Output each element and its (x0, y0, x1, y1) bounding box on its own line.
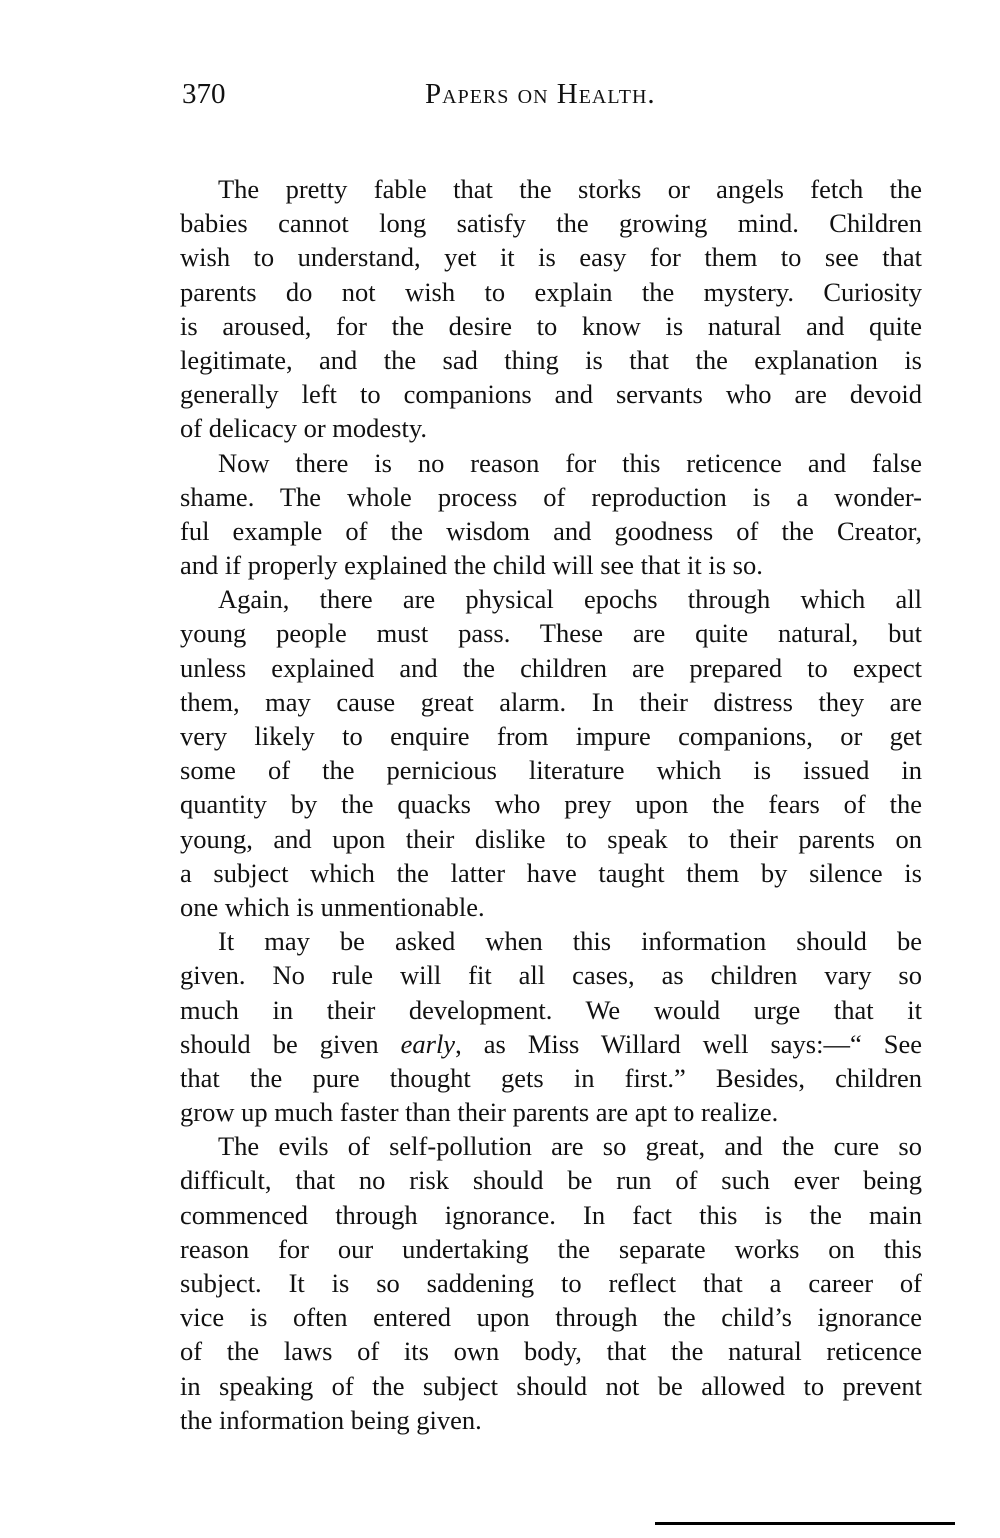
text-segment: wish to understand, yet it is easy for them to see that (180, 242, 922, 273)
text-segment: that the pure thought gets in first.” Besides, children (180, 1062, 922, 1093)
text-segment: very likely to enquire from impure companions, or get (180, 721, 922, 751)
text-line (180, 480, 922, 514)
text-segment: of delicacy or modesty. (180, 413, 428, 444)
text-line (180, 1163, 922, 1197)
text-segment: ful example of the wisdom and goodness of the Creator, (180, 515, 922, 546)
text-segment: the information being given. (180, 1404, 482, 1435)
text-line (180, 924, 922, 958)
text-line (180, 685, 922, 719)
text-segment: The pretty fable that the storks or angels fetch the (218, 174, 922, 204)
footer-rule (655, 1522, 955, 1525)
text-line (180, 890, 922, 924)
text-line (180, 787, 922, 821)
text-segment: , as Miss Willard well says:—“ See (455, 1028, 922, 1059)
text-line (180, 172, 922, 206)
text-line (180, 1369, 922, 1403)
text-line (180, 753, 922, 787)
text-segment: babies cannot long satisfy the growing mind. Children (180, 208, 922, 239)
text-line (180, 1061, 922, 1095)
text-line (180, 1198, 922, 1232)
text-line (180, 822, 922, 856)
text-segment: them, may cause great alarm. In their distress they are (180, 686, 922, 717)
text-segment: Now there is no reason for this reticence and false (218, 447, 922, 478)
text-line (180, 1232, 922, 1266)
text-segment: some of the pernicious literature which is issued in (180, 755, 922, 786)
text-line (180, 1300, 922, 1334)
text-segment: The evils of self-pollution are so great, and the cure so (218, 1131, 922, 1162)
text-line (180, 514, 922, 548)
text-line (180, 548, 922, 582)
text-segment: difficult, that no risk should be run of such ever being (180, 1165, 922, 1196)
text-line (180, 377, 922, 411)
text-segment: reason for our undertaking the separate works on this (180, 1233, 922, 1264)
text-line (180, 856, 922, 890)
text-segment: commenced through ignorance. In fact this is the main (180, 1199, 922, 1230)
running-title: Papers on Health. (425, 78, 656, 110)
text-line (180, 1334, 922, 1368)
text-segment: unless explained and the children are prepared to expect (180, 652, 922, 683)
text-segment: Again, there are physical epochs through which all (218, 584, 922, 615)
page-body (180, 172, 922, 1437)
text-segment: young people must pass. These are quite natural, but (180, 618, 922, 649)
text-line (180, 275, 922, 309)
text-line (180, 411, 922, 445)
text-line (180, 582, 922, 616)
text-segment: one which is unmentionable. (180, 891, 485, 922)
text-line (180, 1095, 922, 1129)
text-segment: subject. It is so saddening to reflect that a career of (180, 1268, 922, 1298)
text-segment: generally left to companions and servants who are devoid (180, 379, 922, 410)
text-line (180, 1027, 922, 1061)
text-line (180, 958, 922, 992)
text-segment: vice is often entered upon through the child’s ignorance (180, 1302, 922, 1333)
text-line (180, 993, 922, 1027)
text-segment: much in their development. We would urge that it (180, 994, 922, 1025)
text-segment: and if properly explained the child will see that it is so. (180, 550, 763, 581)
text-line (180, 651, 922, 685)
text-line (180, 206, 922, 240)
text-line (180, 1129, 922, 1163)
text-line (180, 616, 922, 650)
text-segment: should be given (180, 1028, 401, 1059)
text-line (180, 343, 922, 377)
text-segment: shame. The whole process of reproduction is a wonder- (180, 481, 922, 512)
text-segment: parents do not wish to explain the mystery. Curiosity (180, 276, 922, 307)
text-segment: in speaking of the subject should not be allowed to prevent (180, 1370, 922, 1401)
text-line (180, 446, 922, 480)
text-line (180, 1266, 922, 1300)
text-line (180, 240, 922, 274)
text-segment: given. No rule will fit all cases, as children vary so (180, 960, 922, 991)
text-line (180, 309, 922, 343)
text-segment: It may be asked when this information should be (218, 926, 922, 957)
text-segment: young, and upon their dislike to speak to their parents on (180, 823, 922, 854)
text-segment: quantity by the quacks who prey upon the fears of the (180, 789, 922, 820)
text-segment: of the laws of its own body, that the natural reticence (180, 1336, 922, 1367)
page-number: 370 (182, 78, 226, 110)
italic-text: early (400, 1028, 456, 1059)
text-segment: is aroused, for the desire to know is natural and quite (180, 310, 922, 341)
text-line (180, 719, 922, 753)
text-segment: grow up much faster than their parents are apt to realize. (180, 1097, 779, 1128)
text-line (180, 1403, 922, 1437)
text-segment: a subject which the latter have taught them by silence is (180, 857, 922, 888)
text-segment: legitimate, and the sad thing is that the explanation is (180, 344, 922, 375)
